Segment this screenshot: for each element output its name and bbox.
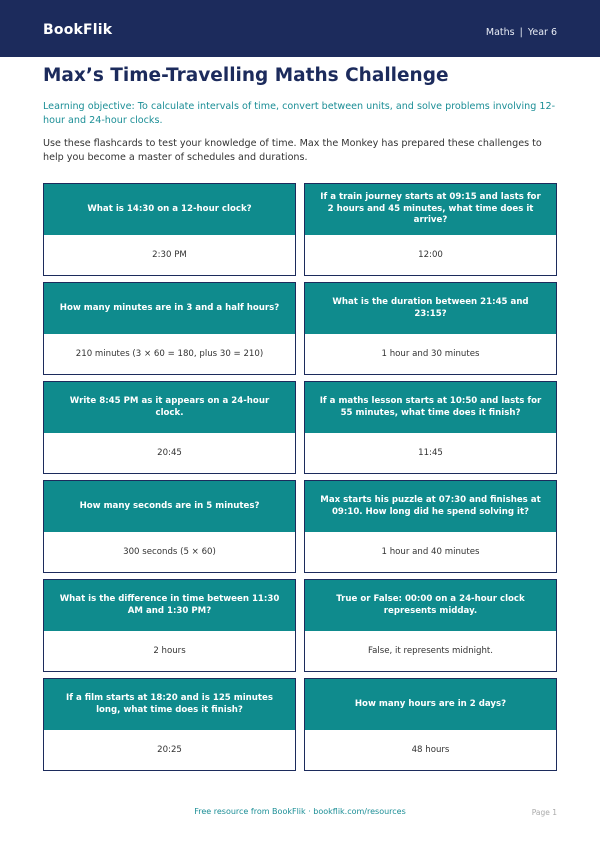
footer-text[interactable]: Free resource from BookFlik · bookflik.com/resources — [194, 807, 406, 816]
brand-logo-text[interactable]: BookFlik — [43, 22, 113, 38]
breadcrumb-separator: | — [519, 27, 523, 38]
flashcard-question: Write 8:45 PM as it appears on a 24-hour clock. — [44, 382, 295, 433]
flashcard-answer: 2:30 PM — [152, 250, 187, 260]
flashcard-answer: False, it represents midnight. — [367, 646, 494, 656]
breadcrumb — [486, 27, 557, 38]
page-title: Max’s Time-Travelling Maths Challenge — [43, 65, 449, 86]
flashcard-answer: 48 hours — [411, 745, 450, 755]
flashcard[interactable] — [43, 480, 296, 573]
flashcard[interactable] — [43, 579, 296, 672]
intro-text: Use these flashcards to test your knowledge of time. Max the Monkey has prepared these challenges to help you become a master of schedules and durations. — [43, 138, 542, 163]
flashcard[interactable] — [304, 678, 557, 771]
flashcard-question: How many seconds are in 5 minutes? — [44, 481, 295, 532]
breadcrumb-subject[interactable]: Maths — [485, 27, 515, 38]
flashcard-grid — [43, 183, 557, 771]
flashcard-answer: 20:25 — [157, 745, 182, 755]
flashcard[interactable] — [304, 282, 557, 375]
flashcard-answer: 12:00 — [418, 250, 443, 260]
flashcard-question: True or False: 00:00 on a 24-hour clock represents midday. — [305, 580, 556, 631]
breadcrumb-level[interactable]: Year 6 — [527, 27, 557, 38]
flashcard[interactable] — [304, 480, 557, 573]
flashcard-question: How many hours are in 2 days? — [305, 679, 556, 730]
flashcard-question: What is the difference in time between 11:30 AM and 1:30 PM? — [44, 580, 295, 631]
flashcard-answer: 1 hour and 40 minutes — [381, 547, 480, 557]
flashcard-answer: 300 seconds (5 × 60) — [123, 547, 216, 557]
page-number: Page 1 — [531, 808, 557, 817]
flashcard[interactable] — [304, 579, 557, 672]
flashcard[interactable] — [304, 381, 557, 474]
flashcard-question: What is 14:30 on a 12-hour clock? — [44, 184, 295, 235]
flashcard-question: If a maths lesson starts at 10:50 and lasts for 55 minutes, what time does it finish? — [305, 382, 556, 433]
flashcard-answer: 2 hours — [153, 646, 186, 656]
flashcard-answer: 20:45 — [157, 448, 182, 458]
flashcard-question: Max starts his puzzle at 07:30 and finishes at 09:10. How long did he spend solving it? — [305, 481, 556, 532]
flashcard[interactable] — [43, 381, 296, 474]
flashcard[interactable] — [43, 678, 296, 771]
flashcard[interactable] — [43, 183, 296, 276]
learning-objective: Learning objective: To calculate intervals of time, convert between units, and solve problems involving 12-hour and 24-hour clocks. — [43, 101, 556, 126]
flashcard[interactable] — [304, 183, 557, 276]
flashcard-answer: 1 hour and 30 minutes — [381, 349, 480, 359]
flashcard-answer: 11:45 — [418, 448, 443, 458]
flashcard-question: How many minutes are in 3 and a half hours? — [44, 283, 295, 334]
top-bar — [0, 0, 600, 57]
flashcard-question: What is the duration between 21:45 and 23:15? — [305, 283, 556, 334]
flashcard-question: If a train journey starts at 09:15 and lasts for 2 hours and 45 minutes, what time does it arrive? — [305, 184, 556, 235]
flashcard-answer: 210 minutes (3 × 60 = 180, plus 30 = 210) — [75, 349, 264, 359]
flashcard-question: If a film starts at 18:20 and is 125 minutes long, what time does it finish? — [44, 679, 295, 730]
flashcard[interactable] — [43, 282, 296, 375]
